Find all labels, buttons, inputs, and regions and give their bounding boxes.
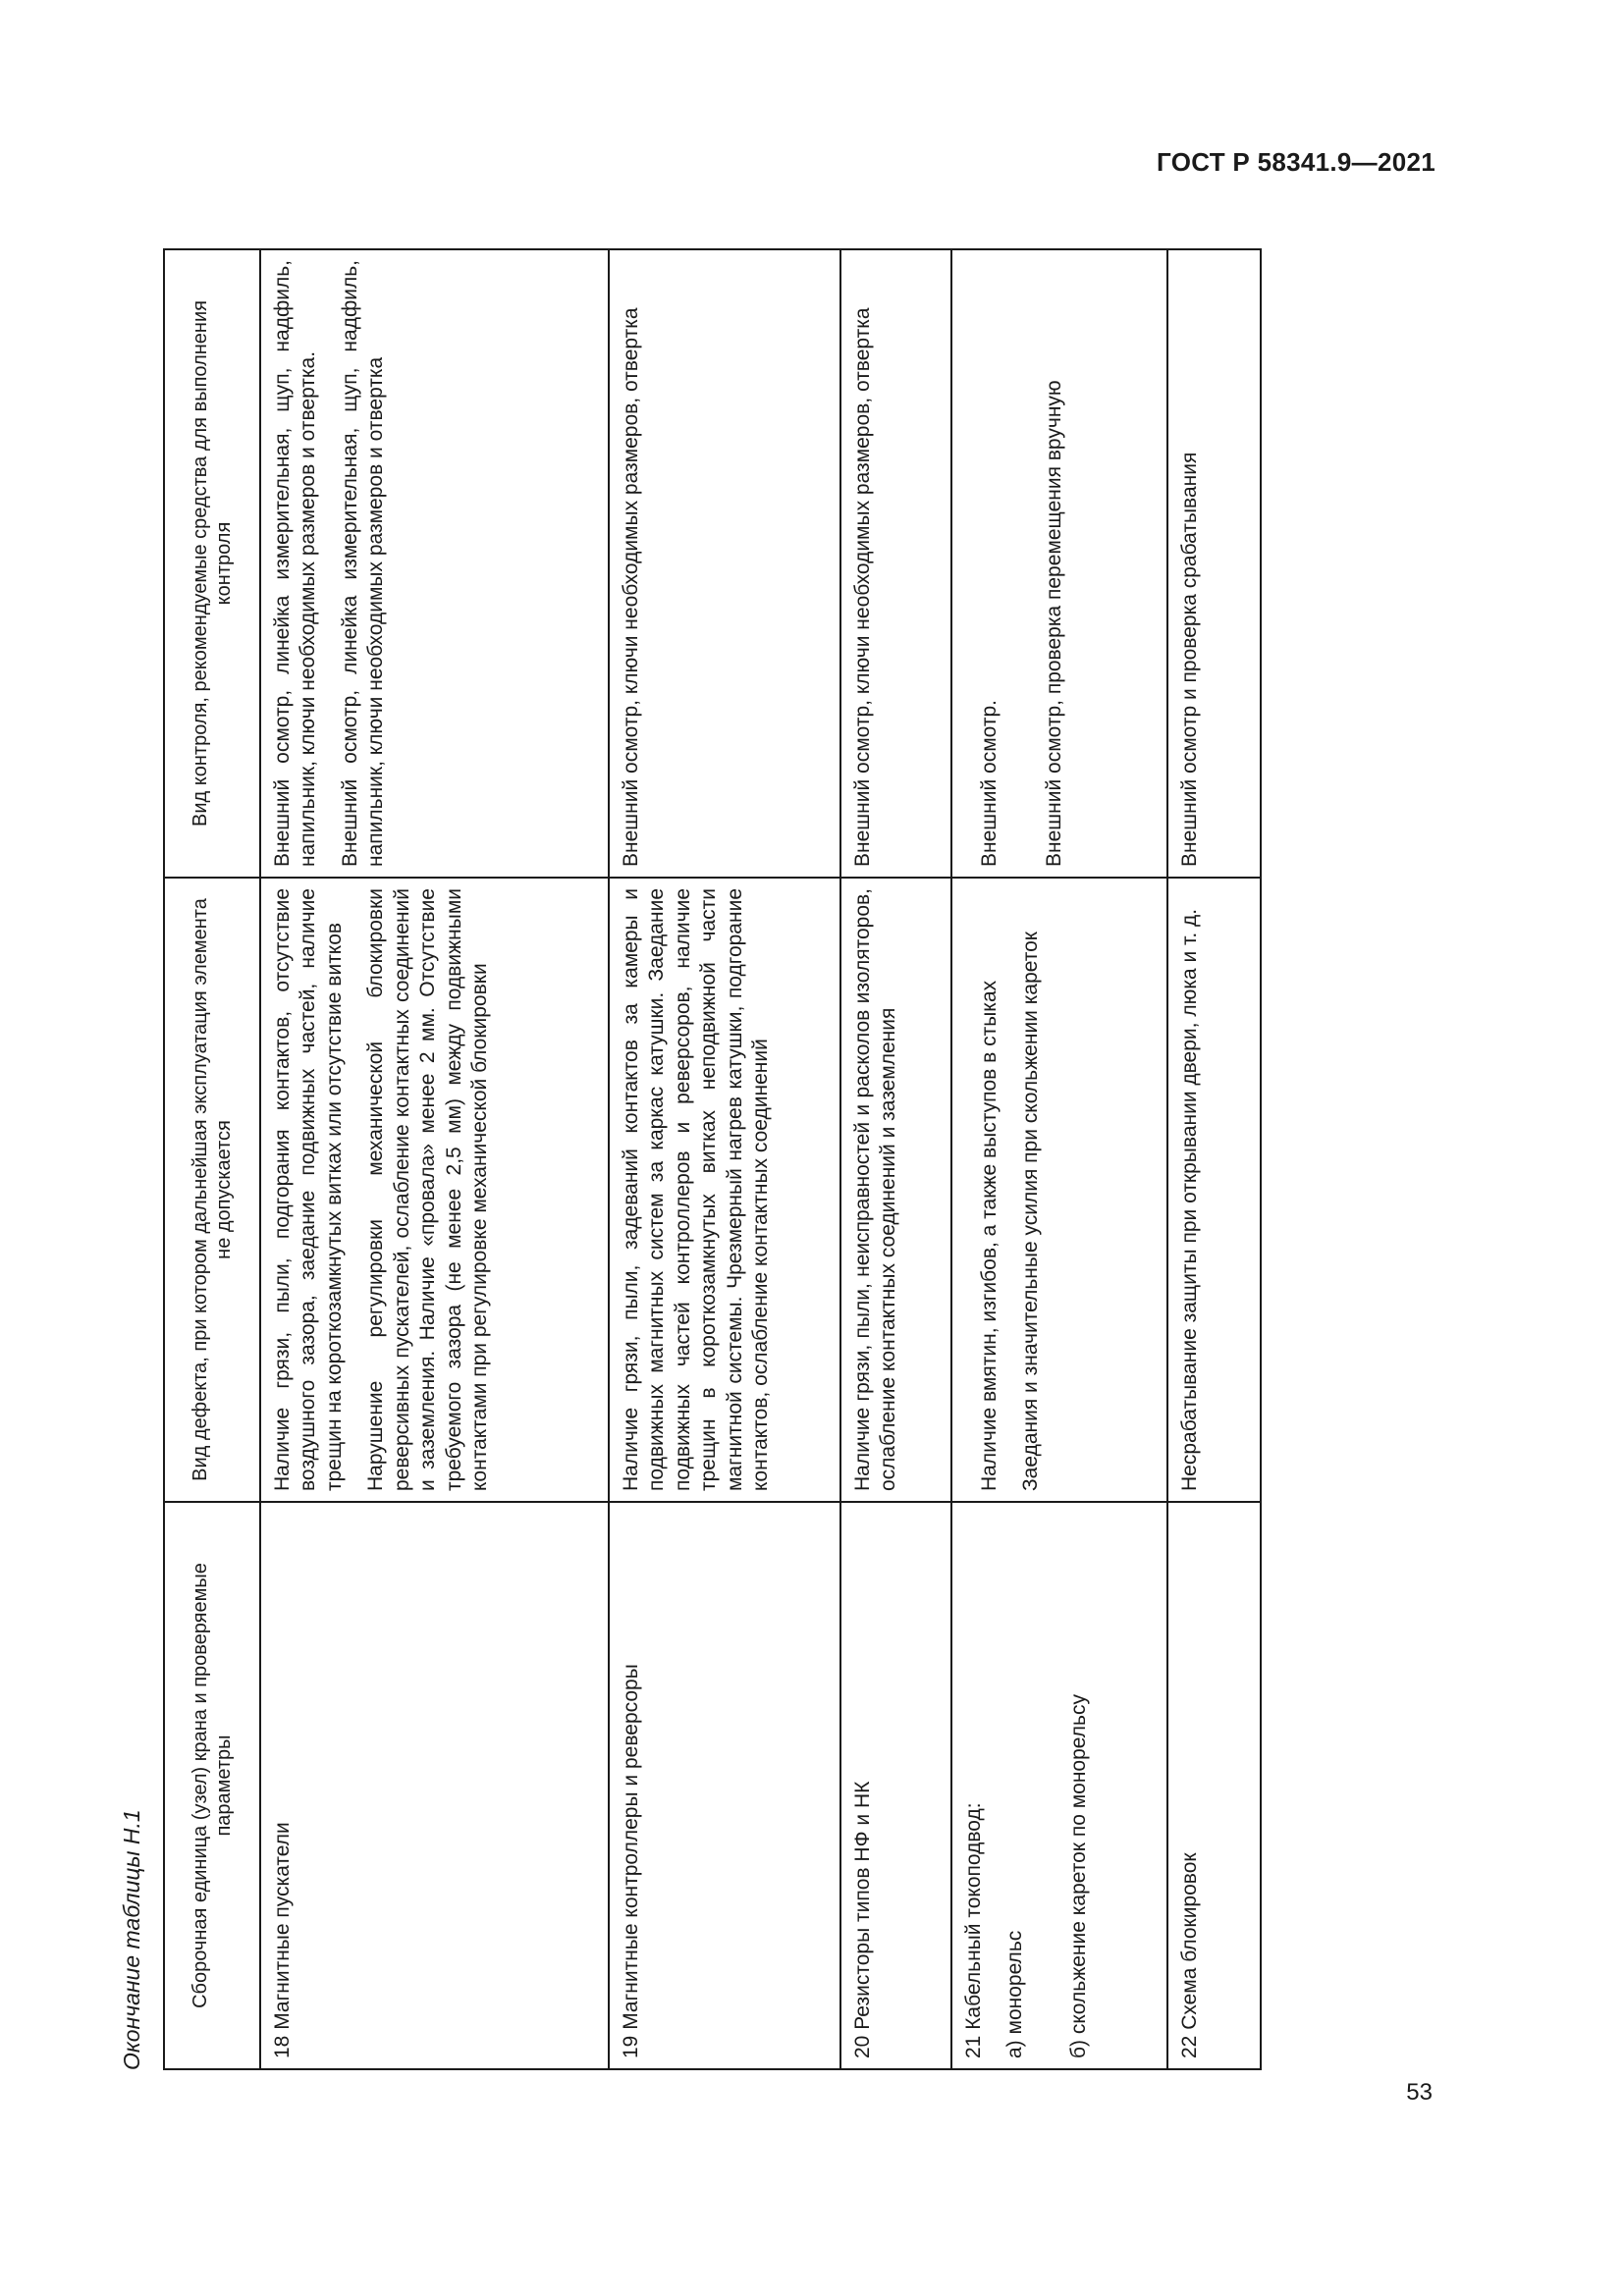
control-text: Внешний осмотр, линейка измерительная, щуп, надфиль, напильник, ключи необходимых размеров и отвертка [338, 260, 388, 867]
defects-table [163, 248, 1262, 2070]
control-cell [260, 249, 609, 878]
control-cell [951, 249, 1167, 878]
unit-cell: 19 Магнитные контроллеры и реверсоры [609, 1502, 840, 2069]
defect-text: Наличие вмятин, изгибов, а также выступов в стыках [978, 980, 1001, 1491]
defect-text: Нарушение регулировки механической блокировки реверсивных пускателей, ослабление контактных соединений и заземления. Наличие «провала» менее 2 мм. Отсутствие требуемого зазора (не менее 2,5 мм) между подвижными контактами при регулировке механической блокировки [364, 888, 492, 1491]
control-text: Внешний осмотр, линейка измерительная, щуп, надфиль, напильник, ключи необходимых размеров и отвертка. [271, 260, 320, 867]
table-row [951, 249, 1167, 2069]
table-row [1167, 249, 1261, 2069]
control-cell: Внешний осмотр, ключи необходимых размеров, отвертка [840, 249, 951, 878]
control-cell: Внешний осмотр и проверка срабатывания [1167, 249, 1261, 878]
column-header-defect: Вид дефекта, при котором дальнейшая эксплуатация элемента не допускается [164, 878, 260, 1502]
column-header-unit: Сборочная единица (узел) крана и проверяемые параметры [164, 1502, 260, 2069]
control-text: Внешний осмотр. [978, 700, 1001, 867]
subitem-label: б) скольжение кареток по монорельсу [1066, 1694, 1090, 2058]
defect-cell [951, 878, 1167, 1502]
unit-cell: 20 Резисторы типов НФ и НК [840, 1502, 951, 2069]
table-row [609, 249, 840, 2069]
control-cell: Внешний осмотр, ключи необходимых размеров, отвертка [609, 249, 840, 878]
defect-cell: Наличие грязи, пыли, неисправностей и расколов изоляторов, ослабление контактных соединений и заземления [840, 878, 951, 1502]
subitem-label: а) монорельс [1003, 1930, 1027, 2058]
unit-cell: 18 Магнитные пускатели [260, 1502, 609, 2069]
control-text: Внешний осмотр, проверка перемещения вручную [1043, 380, 1066, 867]
table-caption: Окончание таблицы Н.1 [119, 1809, 144, 2070]
defect-text: Заедания и значительные усилия при скольжении кареток [1019, 932, 1043, 1491]
rotated-table-block [112, 219, 1241, 2074]
column-header-control: Вид контроля, рекомендуемые средства для выполнения контроля [164, 249, 260, 878]
defect-cell: Несрабатывание защиты при открывании двери, люка и т. д. [1167, 878, 1261, 1502]
table-row [840, 249, 951, 2069]
unit-cell: 22 Схема блокировок [1167, 1502, 1261, 2069]
unit-cell [951, 1502, 1167, 2069]
defect-cell: Наличие грязи, пыли, задеваний контактов за камеры и подвижных магнитных систем за каркас катушки. Заедание подвижных частей контроллеров и реверсоров, наличие трещин в короткозамкнутых витках неподвижной части магнитной системы. Чрезмерный нагрев катушки, подгорание контактов, ослабление контактных соединений [609, 878, 840, 1502]
unit-title: 21 Кабельный токоподвод: [962, 1802, 985, 2058]
defect-text: Наличие грязи, пыли, подгорания контактов, отсутствие воздушного зазора, заедание подвижных частей, наличие трещин на короткозамкнутых витках или отсутствие витков [271, 888, 346, 1491]
page-number: 53 [1406, 2079, 1433, 2106]
table-row [260, 249, 609, 2069]
document-header: ГОСТ Р 58341.9—2021 [1157, 147, 1435, 177]
defect-cell [260, 878, 609, 1502]
table-header-row [164, 249, 260, 2069]
